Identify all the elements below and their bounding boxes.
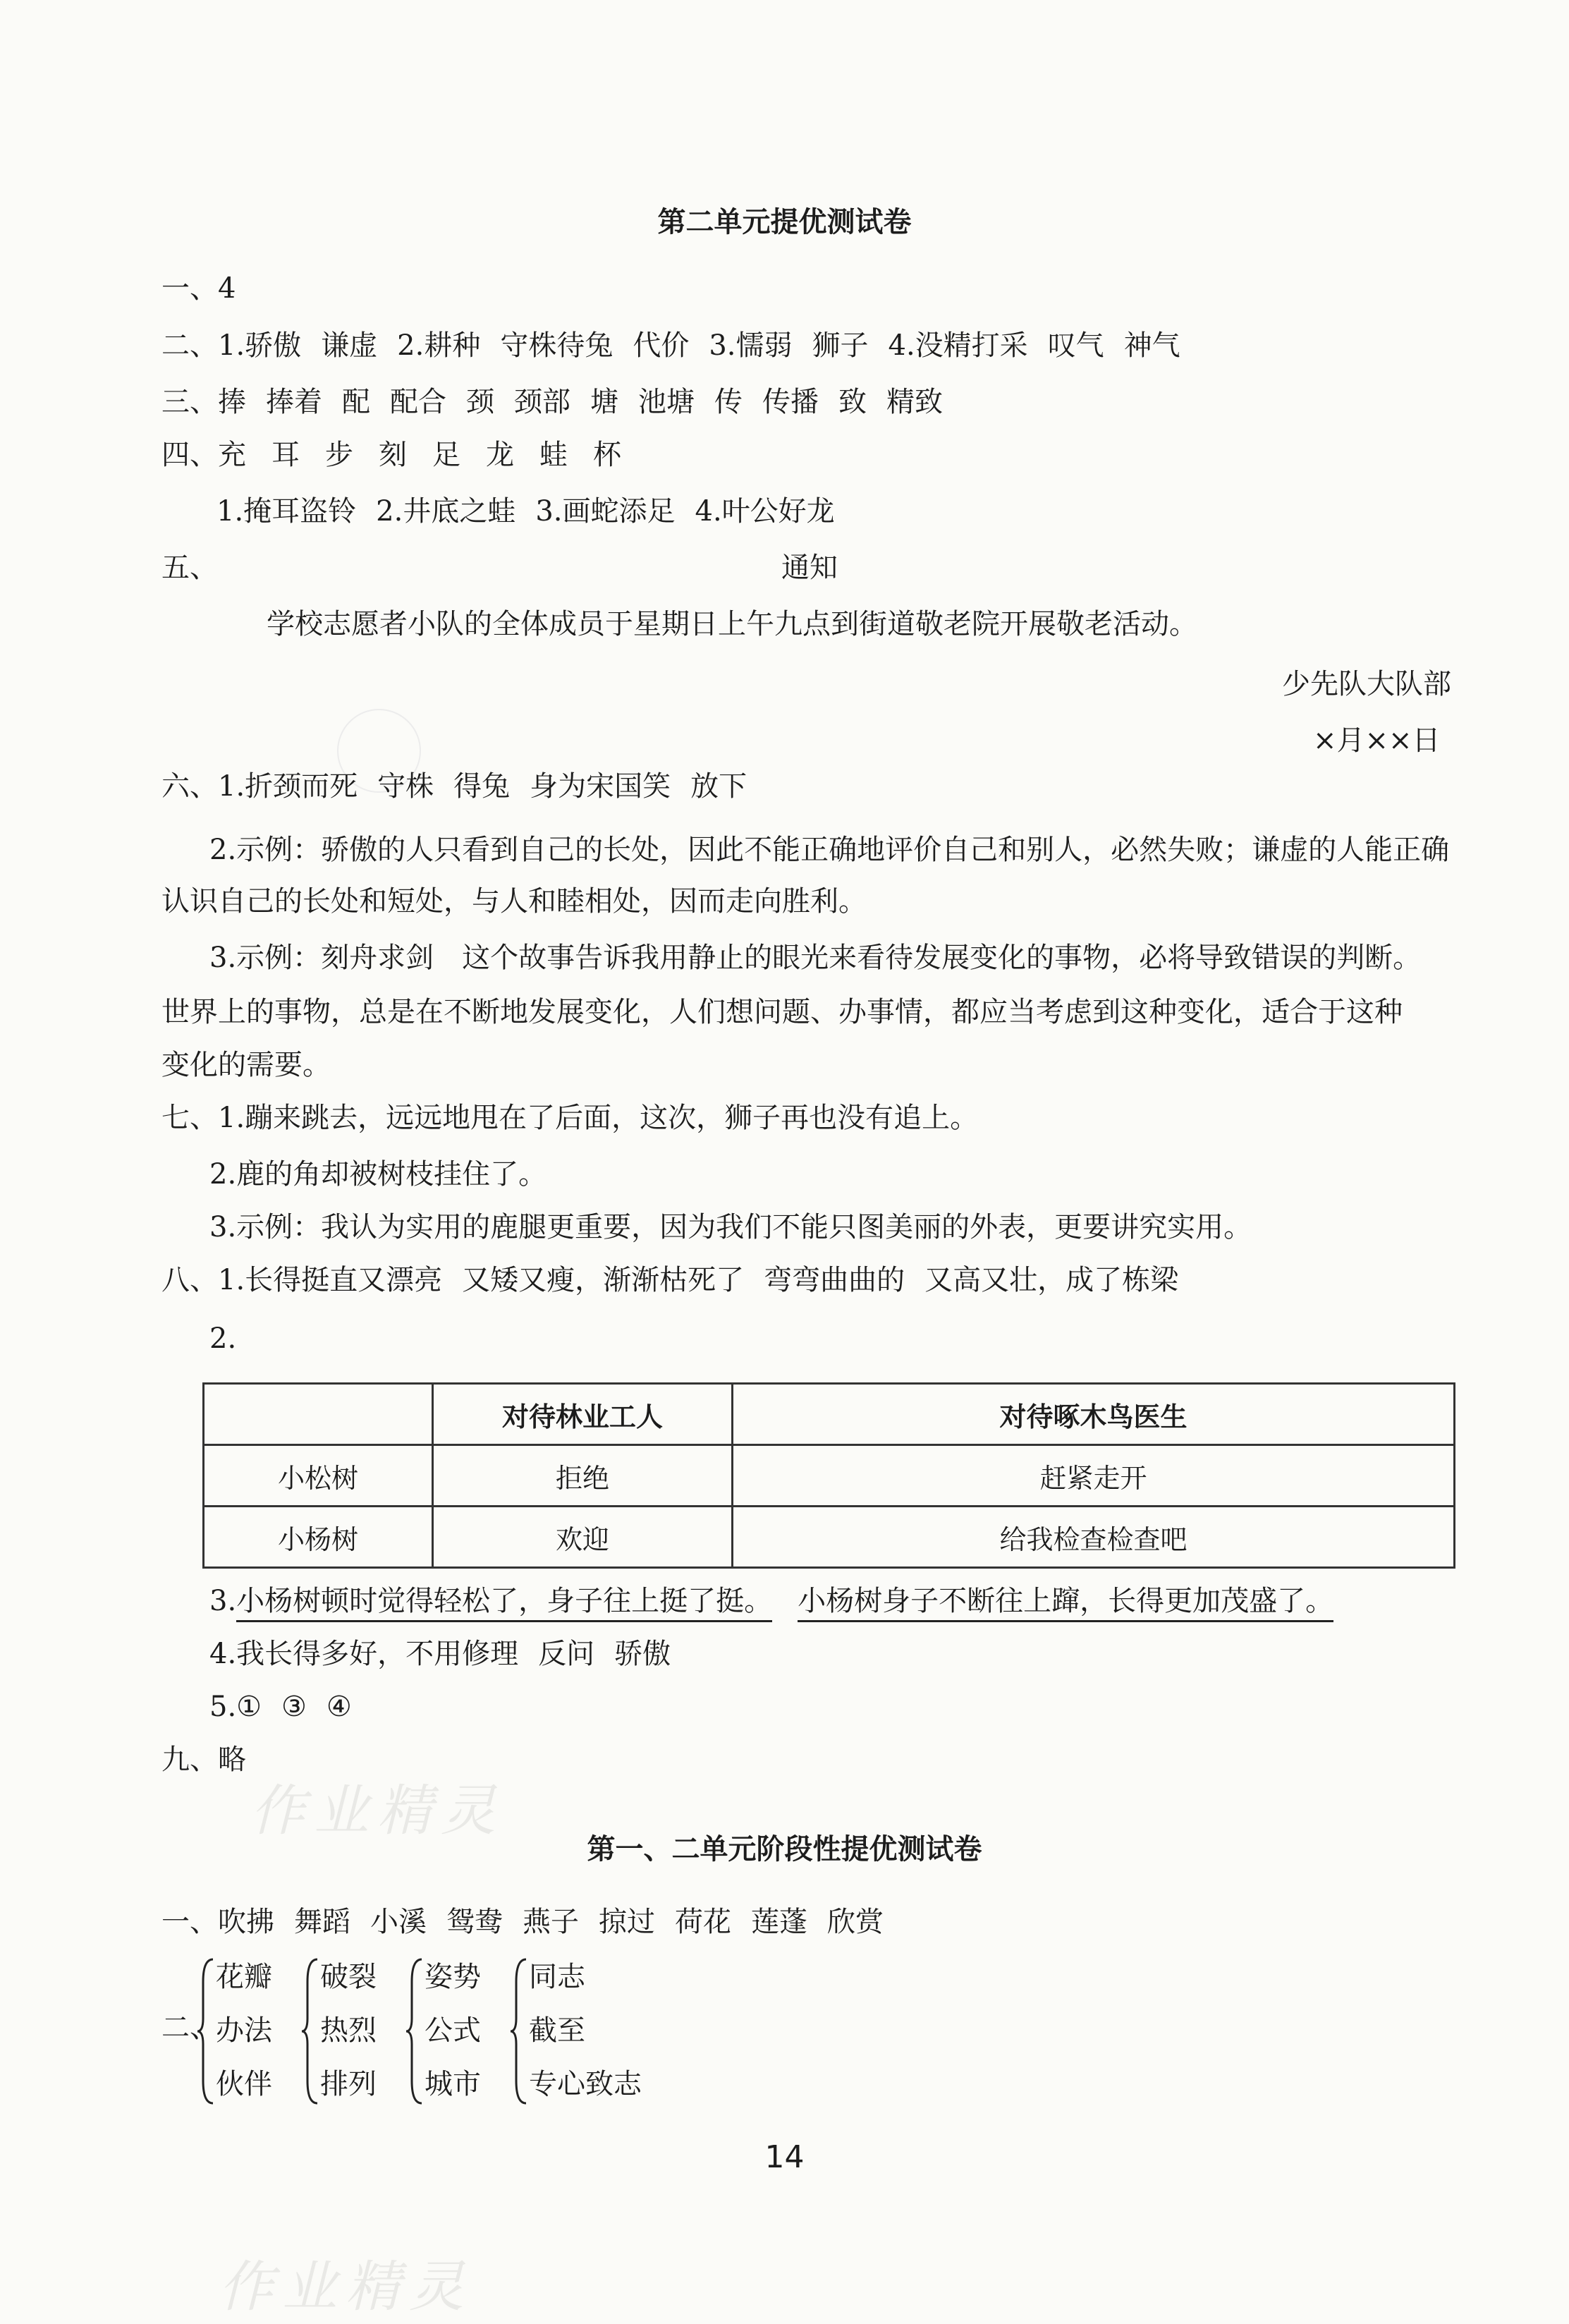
answer-table	[202, 1382, 1455, 1569]
answer-8-3: 3.小杨树顿时觉得轻松了，身子往上挺了挺。 小杨树身子不断往上蹿，长得更加茂盛了。	[209, 1587, 1333, 1615]
answer-6-2a: 2.示例：骄傲的人只看到自己的长处，因此不能正确地评价自己和别人，必然失败；谦虚的人能正确	[209, 834, 1450, 866]
answer-6-2b: 认识自己的长处和短处，与人和睦相处，因而走向胜利。	[161, 885, 867, 918]
answer-6-1: 六、1.折颈而死 守株 得兔 身为宋国笑 放下	[161, 770, 747, 803]
word-group-3: 姿势 公式 城市	[425, 1961, 481, 2100]
notice-date: ×月××日	[1313, 724, 1441, 757]
table-row	[204, 1507, 1455, 1568]
answer-4: 四、充 耳 步 刻 足 龙 蛙 杯	[161, 439, 621, 471]
answer-4-sub: 1.掩耳盗铃 2.井底之蛙 3.画蛇添足 4.叶公好龙	[216, 495, 835, 528]
answer-9: 九、略	[161, 1744, 246, 1776]
answer-7-3: 3.示例：我认为实用的鹿腿更重要，因为我们不能只图美丽的外表，更要讲究实用。	[209, 1211, 1252, 1243]
underlined-answer: 小杨树身子不断往上蹿，长得更加茂盛了。	[798, 1585, 1333, 1622]
answer-6-3c: 变化的需要。	[161, 1049, 331, 1081]
answer-8-4: 4.我长得多好，不用修理 反问 骄傲	[209, 1638, 671, 1670]
answer-6-3a: 3.示例：刻舟求剑 这个故事告诉我用静止的眼光来看待发展变化的事物，必将导致错误的判断。	[209, 942, 1422, 974]
answer-3: 三、捧 捧着 配 配合 颈 颈部 塘 池塘 传 传播 致 精致	[161, 386, 943, 418]
answer-8-1: 八、1.长得挺直又漂亮 又矮又瘦，渐渐枯死了 弯弯曲曲的 又高又壮，成了栋梁	[161, 1264, 1179, 1296]
answer-6-3b: 世界上的事物，总是在不断地发展变化，人们想问题、办事情，都应当考虑到这种变化，适合于这种	[161, 996, 1403, 1028]
section1-title: 第二单元提优测试卷	[657, 206, 912, 238]
table-cell: 小杨树	[204, 1507, 433, 1568]
underlined-answer: 小杨树顿时觉得轻松了，身子往上挺了挺。	[236, 1585, 772, 1622]
answer-8-2-label: 2.	[209, 1322, 237, 1355]
answer-8-5: 5.① ③ ④	[209, 1691, 352, 1723]
notice-title: 通知	[781, 552, 838, 584]
page-number: 14	[764, 2139, 805, 2175]
answer-1: 一、4	[161, 272, 236, 305]
notice-signer: 少先队大队部	[1282, 668, 1451, 700]
table-cell: 给我检查检查吧	[733, 1507, 1455, 1568]
table-cell: 小松树	[204, 1445, 433, 1507]
table-cell: 欢迎	[433, 1507, 733, 1568]
notice-body: 学校志愿者小队的全体成员于星期日上午九点到街道敬老院开展敬老活动。	[267, 608, 1197, 640]
section2-answer-2-label: 二、	[161, 2012, 218, 2044]
word-group-2: 破裂 热烈 排列	[320, 1961, 377, 2100]
table-header-woodpecker: 对待啄木鸟医生	[733, 1384, 1455, 1445]
answer-5-label: 五、	[161, 552, 218, 584]
table-row	[204, 1445, 1455, 1507]
table-cell: 赶紧走开	[733, 1445, 1455, 1507]
section2-title: 第一、二单元阶段性提优测试卷	[587, 1833, 982, 1866]
table-header-forestry: 对待林业工人	[433, 1384, 733, 1445]
answer-7-2: 2.鹿的角却被树枝挂住了。	[209, 1158, 547, 1191]
table-cell: 拒绝	[433, 1445, 733, 1507]
word-group-4: 同志 截至 专心致志	[529, 1961, 642, 2100]
answer-2: 二、1.骄傲 谦虚 2.耕种 守株待兔 代价 3.懦弱 狮子 4.没精打采 叹气 神气	[161, 329, 1180, 362]
section2-answer-1: 一、吹拂 舞蹈 小溪 鸳鸯 燕子 掠过 荷花 莲蓬 欣赏	[161, 1906, 884, 1938]
answer-7-1: 七、1.蹦来跳去，远远地甩在了后面，这次，狮子再也没有追上。	[161, 1102, 979, 1134]
word-group-1: 花瓣 办法 伙伴	[216, 1961, 272, 2100]
watermark-upper: 作业精灵	[250, 1779, 505, 1843]
table-header-empty	[204, 1384, 433, 1445]
watermark-lower: 作业精灵	[219, 2256, 473, 2319]
